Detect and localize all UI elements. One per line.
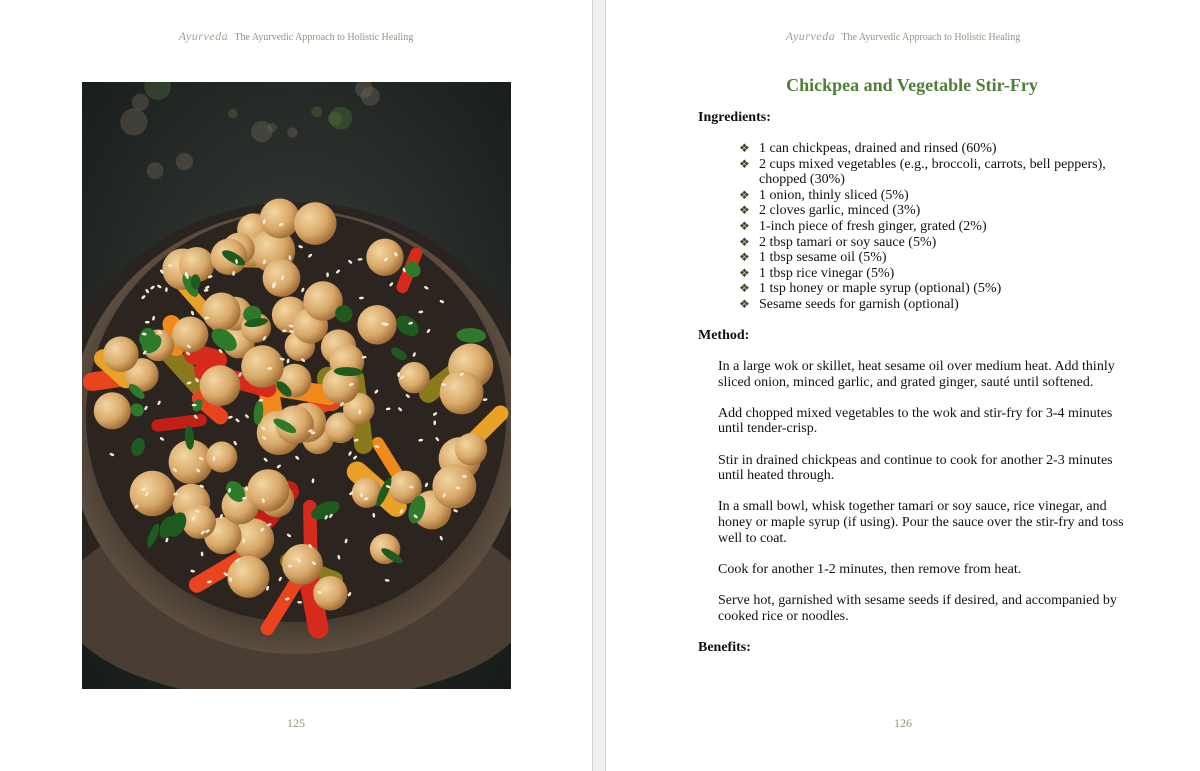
- ingredient-text: 1 onion, thinly sliced (5%): [759, 187, 909, 203]
- ingredient-item: [739, 281, 1139, 297]
- ingredient-text: 1 tbsp rice vinegar (5%): [759, 265, 895, 281]
- left-page: [0, 0, 592, 771]
- page-number-left: 125: [287, 716, 305, 730]
- ingredients-heading: Ingredients:: [698, 110, 771, 125]
- method-step: Cook for another 1-2 minutes, then remove from heat.: [718, 561, 1022, 577]
- bullet-icon: ❖: [739, 234, 750, 249]
- bullet-icon: ❖: [739, 187, 750, 202]
- running-header-right: [606, 29, 1200, 44]
- brand-logo: Ayurveda: [785, 29, 836, 43]
- method-step: Stir in drained chickpeas and continue to cook for another 2-3 minutes until heated through.: [718, 452, 1113, 484]
- ingredient-item: [739, 203, 1139, 219]
- bullet-icon: ❖: [739, 141, 750, 155]
- bullet-icon: ❖: [739, 281, 750, 296]
- ingredient-text: 1 can chickpeas, drained and rinsed (60%): [759, 141, 997, 156]
- ingredient-text: 1 tbsp sesame oil (5%): [759, 250, 887, 266]
- bullet-icon: ❖: [739, 156, 750, 171]
- recipe-photo: [82, 82, 511, 689]
- bullet-icon: ❖: [739, 296, 750, 311]
- method-steps: [718, 359, 1134, 640]
- ingredient-item: [739, 297, 1139, 313]
- ingredient-text: 2 cups mixed vegetables (e.g., broccoli, carrots, bell peppers), chopped (30%): [759, 156, 1106, 188]
- method-step: In a small bowl, whisk together tamari or soy sauce, rice vinegar, and honey or maple syrup (if using). Pour the sauce over the stir-fry and toss well to coat.: [718, 499, 1124, 546]
- method-step: Serve hot, garnished with sesame seeds if desired, and accompanied by cooked rice or noodles.: [718, 592, 1117, 624]
- ingredient-text: 2 cloves garlic, minced (3%): [759, 203, 921, 219]
- recipe-title: Chickpea and Vegetable Stir-Fry: [786, 75, 1038, 95]
- ingredient-text: 2 tbsp tamari or soy sauce (5%): [759, 234, 937, 250]
- brand-logo: Ayurveda: [178, 29, 229, 43]
- ingredient-text: Sesame seeds for garnish (optional): [759, 296, 959, 312]
- ingredient-text: 1 tsp honey or maple syrup (optional) (5%): [759, 281, 1002, 297]
- ingredient-item: [739, 157, 1139, 188]
- method-step: In a large wok or skillet, heat sesame oil over medium heat. Add thinly sliced onion, minced garlic, and grated ginger, sauté until softened.: [718, 359, 1115, 390]
- bullet-icon: ❖: [739, 265, 750, 280]
- ingredient-item: [739, 188, 1139, 204]
- running-header-left: [0, 29, 592, 44]
- method-step: Add chopped mixed vegetables to the wok and stir-fry for 3-4 minutes until tender-crisp.: [718, 405, 1113, 437]
- ingredient-item: [739, 235, 1139, 251]
- book-title: The Ayurvedic Approach to Holistic Healing: [841, 32, 1021, 43]
- right-page: [606, 0, 1200, 771]
- ingredients-list: [739, 141, 1139, 313]
- ingredient-item: [739, 219, 1139, 235]
- page-gutter: [592, 0, 606, 771]
- ingredient-item: [739, 141, 1139, 157]
- bullet-icon: ❖: [739, 250, 750, 265]
- bullet-icon: ❖: [739, 218, 750, 233]
- benefits-heading: Benefits:: [698, 640, 751, 655]
- ingredient-text: 1-inch piece of fresh ginger, grated (2%): [759, 218, 987, 234]
- book-title: The Ayurvedic Approach to Holistic Healing: [234, 32, 414, 43]
- page-number-right: 126: [894, 716, 912, 730]
- ingredient-item: [739, 266, 1139, 282]
- method-heading: Method:: [698, 328, 750, 343]
- ingredient-item: [739, 250, 1139, 266]
- bullet-icon: ❖: [739, 203, 750, 218]
